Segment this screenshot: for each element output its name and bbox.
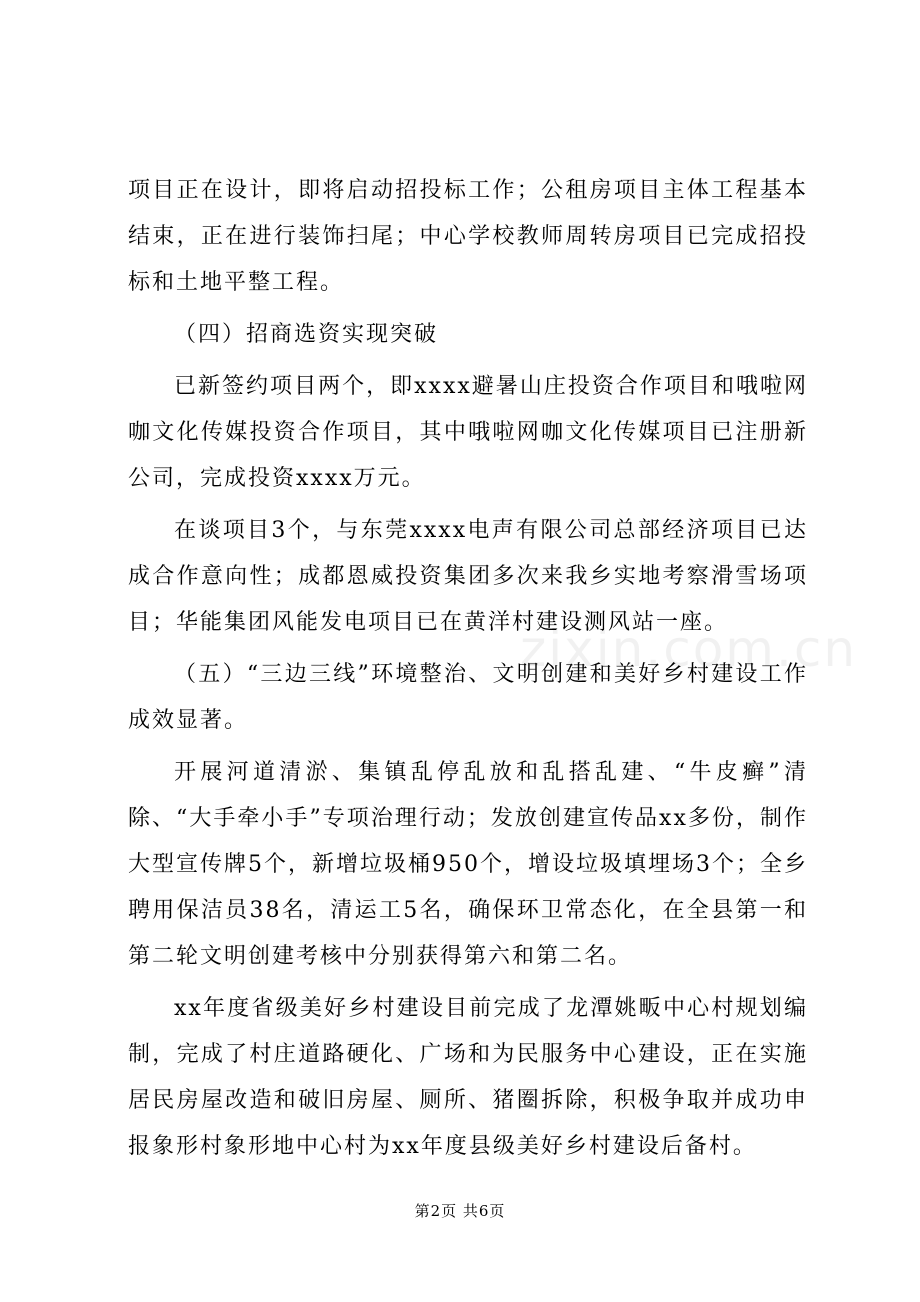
paragraph-rural-construction: xx年度省级美好乡村建设目前完成了龙潭姚畈中心村规划编制，完成了村庄道路硬化、广场和为民服务中心建设，正在实施居民房屋改造和破旧房屋、厕所、猪圈拆除，积极争取并成功申报象形村象形地中心村为xx年度县级美好乡村建设后备村。 [128,996,808,1159]
watermark: zixin.com.cn [520,620,858,678]
document-body [128,168,808,1176]
paragraph-continuation: 项目正在设计，即将启动招投标工作；公租房项目主体工程基本结束，正在进行装饰扫尾；中心学校教师周转房项目已完成招投标和土地平整工程。 [128,178,808,295]
section-heading-5: （五）“三边三线”环境整治、文明创建和美好乡村建设工作成效显著。 [128,662,808,733]
paragraph-negotiating-projects: 在谈项目3个，与东莞xxxx电声有限公司总部经济项目已达成合作意向性；成都恩威投资集团多次来我乡实地考察滑雪场项目；华能集团风能发电项目已在黄洋村建设测风站一座。 [128,518,808,635]
paragraph-environment: 开展河道清淤、集镇乱停乱放和乱搭乱建、“牛皮癣”清除、“大手牵小手”专项治理行动；发放创建宣传品xx多份，制作大型宣传牌5个，新增垃圾桶950个，增设垃圾填埋场3个；全乡聘用保洁员38名，清运工5名，确保环卫常态化，在全县第一和第二轮文明创建考核中分别获得第六和第二名。 [128,760,808,969]
section-heading-4: （四）招商选资实现突破 [174,322,439,347]
paragraph-new-projects: 已新签约项目两个，即xxxx避暑山庄投资合作项目和哦啦网咖文化传媒投资合作项目，其中哦啦网咖文化传媒项目已注册新公司，完成投资xxxx万元。 [128,374,808,491]
page-footer: 第2页 共6页 [414,1202,506,1220]
